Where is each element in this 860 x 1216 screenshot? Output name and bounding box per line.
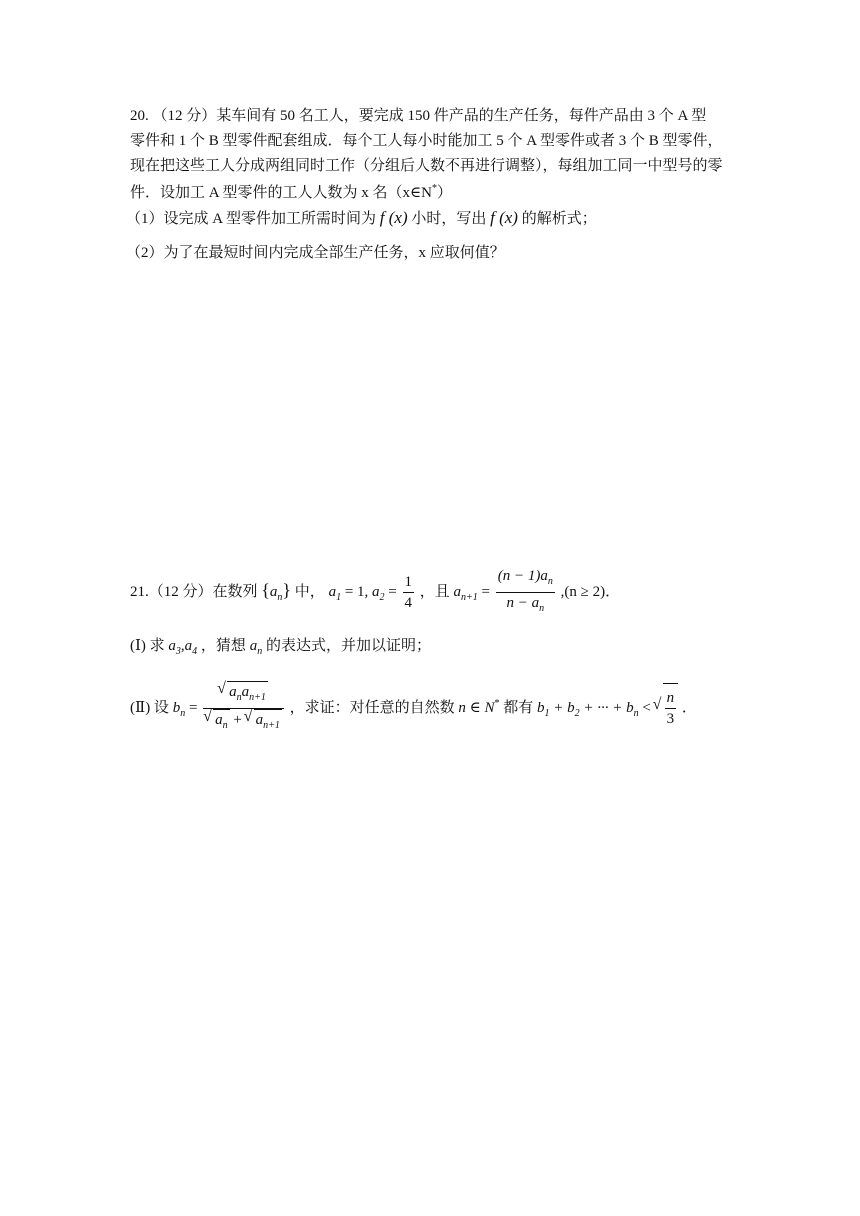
fraction-one-quarter: $\frac{1}{4}$	[404, 574, 412, 611]
q20-line4: 件．设加工 A 型零件的工人人数为 x 名（x∈N*）	[130, 183, 452, 201]
recurrence-fraction: $\frac{(n - 1)a_n}{n - a_n}$	[497, 568, 553, 614]
q20-line2: 零件和 1 个 B 型零件配套组成．每个工人每小时能加工 5 个 A 型零件或者 3 个 B 型零件，	[130, 133, 723, 149]
sqrt-n-over-3: √ $\frac{n}{3}$	[663, 683, 679, 732]
q20-line3: 现在把这些工人分成两组同时工作（分组后人数不再进行调整），每组加工同一中型号的零	[130, 158, 723, 174]
q21-part1: (Ⅰ) 求 $a_3,a_4$ ，猜想 $a_n$ 的表达式，并加以证明；	[130, 638, 431, 657]
q20-part1: （1）设完成 A 型零件加工所需时间为 f (x) 小时，写出 f (x) 的解析式；	[126, 208, 597, 227]
bn-fraction: √ $a_na_{n+1}$ √ $a_n$ + √ $a_{n+1}$	[203, 681, 284, 736]
q20-line1: 20. （12 分）某车间有 50 名工人，要完成 150 件产品的生产任务，每件产品由 3 个 A 型	[130, 108, 707, 124]
q21-part2: (Ⅱ) 设 $b_n$ = √ $a_na_{n+1}$ √ $a_n$ + √ $a_{n+1}$ ，求证：对任意的自然数 n ∈ N* 都有 $b_1 + b_2$ + ··· + $b_n$ < √ $\frac{n}{3}$ ．	[130, 680, 730, 728]
q20-part2: （2）为了在最短时间内完成全部生产任务，x 应取何值？	[126, 245, 505, 261]
q21-statement: 21.（12 分）在数列 $\{a_n\}$ 中， $a_1 = 1$, $a_2$ = $\frac{1}{4}$ ，且 $a_{n+1}$ = $\frac{(n - 1)a_n}{n - a_n}$ ,(n ≥ 2)．	[130, 566, 730, 610]
